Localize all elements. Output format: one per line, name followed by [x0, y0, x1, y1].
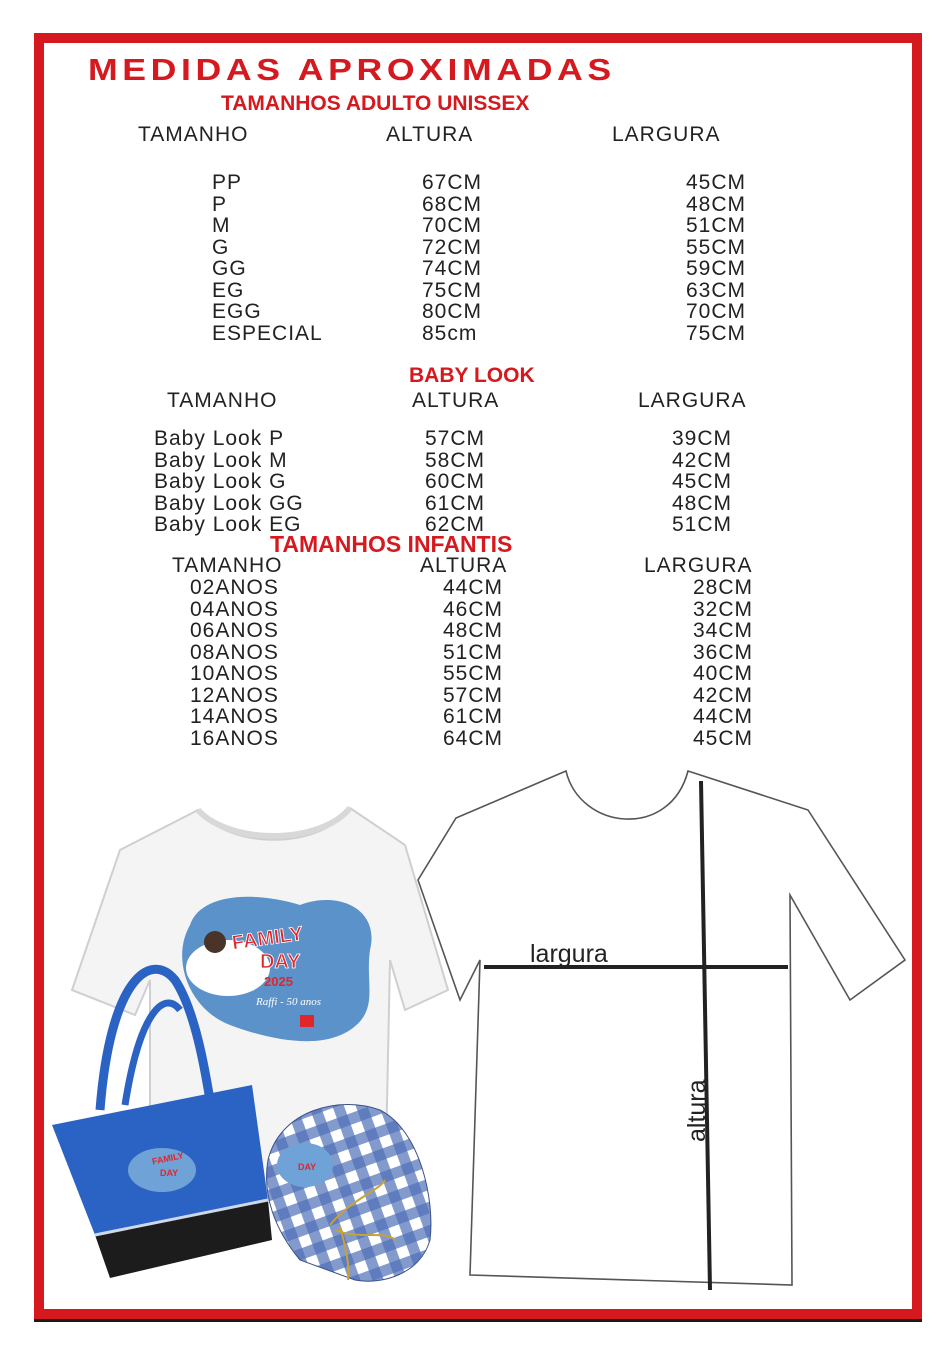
svg-text:2025: 2025: [264, 974, 293, 989]
size-cell: 12ANOS: [190, 683, 279, 707]
adult-header-size: TAMANHO: [138, 123, 249, 146]
width-cell: 70CM: [686, 300, 747, 323]
width-cell: 45CM: [672, 470, 733, 493]
baby-section-title: BABY LOOK: [409, 364, 535, 387]
size-cell: G: [212, 235, 230, 259]
kids-header-width: LARGURA: [644, 554, 753, 577]
height-cell: 61CM: [425, 491, 486, 515]
height-cell: 57CM: [425, 427, 486, 450]
width-cell: 39CM: [672, 427, 733, 450]
height-cell: 72CM: [422, 235, 483, 259]
baby-header-width: LARGURA: [638, 389, 747, 412]
width-cell: 63CM: [686, 278, 747, 302]
size-cell: Baby Look M: [154, 448, 288, 472]
size-cell: 04ANOS: [190, 597, 279, 621]
width-cell: 55CM: [686, 235, 747, 259]
height-cell: 48CM: [443, 619, 504, 642]
size-cell: M: [212, 214, 231, 237]
adult-header-width: LARGURA: [612, 123, 721, 146]
height-cell: 68CM: [422, 192, 483, 216]
height-cell: 55CM: [443, 662, 504, 685]
height-cell: 67CM: [422, 171, 483, 194]
height-cell: 61CM: [443, 705, 504, 728]
size-cell: Baby Look G: [154, 470, 287, 493]
height-cell: 51CM: [443, 640, 504, 664]
main-title: MEDIDAS APROXIMADAS: [88, 52, 616, 87]
width-cell: 75CM: [686, 321, 747, 345]
size-cell: 08ANOS: [190, 640, 279, 664]
svg-text:DAY: DAY: [298, 1162, 317, 1172]
size-cell: Baby Look EG: [154, 513, 302, 536]
width-cell: 45CM: [686, 171, 747, 194]
width-cell: 48CM: [672, 491, 733, 515]
width-cell: 32CM: [693, 597, 754, 621]
width-cell: 42CM: [693, 683, 754, 707]
width-cell: 51CM: [686, 214, 747, 237]
size-cell: PP: [212, 171, 243, 194]
svg-text:FAMILY: FAMILY: [230, 922, 305, 955]
baby-header-size: TAMANHO: [167, 389, 278, 412]
size-cell: 02ANOS: [190, 576, 279, 599]
kids-section-title: TAMANHOS INFANTIS: [270, 531, 513, 557]
width-cell: 51CM: [672, 513, 733, 536]
height-cell: 57CM: [443, 683, 504, 707]
size-cell: GG: [212, 257, 247, 280]
height-cell: 74CM: [422, 257, 483, 280]
size-cell: ESPECIAL: [212, 321, 323, 345]
height-cell: 85cm: [422, 321, 478, 345]
width-cell: 45CM: [693, 726, 754, 750]
height-cell: 75CM: [422, 278, 483, 302]
size-cell: 06ANOS: [190, 619, 279, 642]
adult-section-title: TAMANHOS ADULTO UNISSEX: [221, 92, 530, 115]
svg-text:DAY: DAY: [260, 951, 301, 973]
width-cell: 36CM: [693, 640, 754, 664]
height-cell: 62CM: [425, 513, 486, 536]
height-label: altura: [683, 1079, 711, 1142]
width-cell: 59CM: [686, 257, 747, 280]
size-cell: Baby Look GG: [154, 491, 304, 515]
size-cell: EG: [212, 278, 245, 302]
size-cell: P: [212, 192, 228, 216]
kids-header-size: TAMANHO: [172, 554, 283, 577]
height-cell: 64CM: [443, 726, 504, 750]
height-cell: 70CM: [422, 214, 483, 237]
adult-header-height: ALTURA: [386, 123, 474, 146]
width-cell: 44CM: [693, 705, 754, 728]
width-cell: 34CM: [693, 619, 754, 642]
width-cell: 42CM: [672, 448, 733, 472]
width-cell: 28CM: [693, 576, 754, 599]
size-cell: 16ANOS: [190, 726, 279, 750]
width-cell: 40CM: [693, 662, 754, 685]
height-cell: 60CM: [425, 470, 486, 493]
shirt-measurement-diagram: [418, 771, 905, 1290]
blanket-roll-product: [267, 1104, 431, 1281]
height-cell: 58CM: [425, 448, 486, 472]
height-cell: 44CM: [443, 576, 504, 599]
svg-text:Raffi - 50 anos: Raffi - 50 anos: [256, 996, 322, 1008]
size-cell: Baby Look P: [154, 427, 285, 450]
width-cell: 48CM: [686, 192, 747, 216]
height-cell: 80CM: [422, 300, 483, 323]
height-cell: 46CM: [443, 597, 504, 621]
shirt-outline: [418, 771, 905, 1285]
size-cell: 14ANOS: [190, 705, 279, 728]
size-cell: EGG: [212, 300, 262, 323]
baby-header-height: ALTURA: [412, 389, 500, 412]
size-cell: 10ANOS: [190, 662, 279, 685]
kids-header-height: ALTURA: [420, 554, 508, 577]
width-label: largura: [530, 940, 608, 968]
svg-text:DAY: DAY: [160, 1168, 179, 1178]
svg-text:FAMILY: FAMILY: [151, 1150, 185, 1167]
